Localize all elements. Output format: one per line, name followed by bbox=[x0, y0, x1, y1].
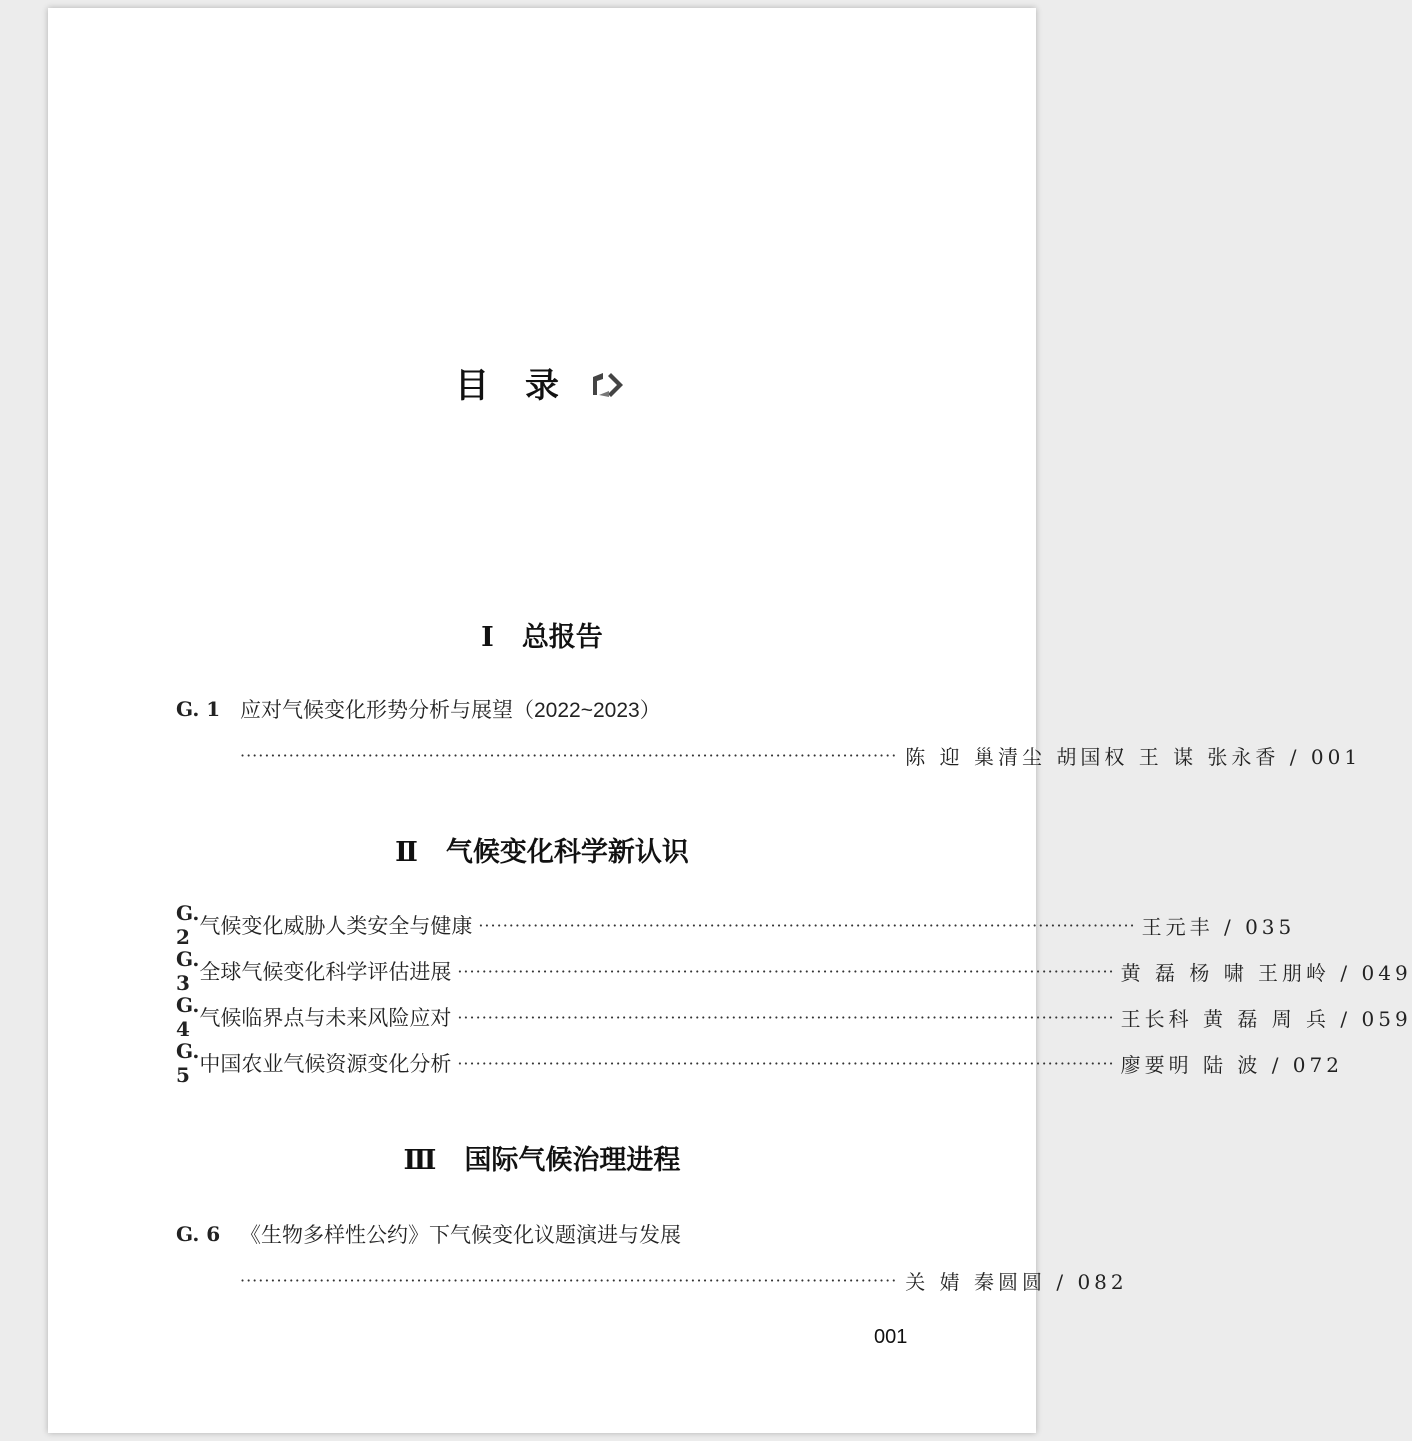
toc-title bbox=[48, 358, 1036, 410]
toc-entry-continuation[interactable] bbox=[240, 1265, 1128, 1295]
entry-authors: 王元丰 / 035 bbox=[1141, 914, 1296, 939]
entry-authors: 关 婧 秦圆圆 / 082 bbox=[905, 1269, 1128, 1294]
toc-entry[interactable] bbox=[176, 694, 908, 724]
entry-title: 气候临界点与未来风险应对 bbox=[199, 1007, 452, 1030]
publisher-logo-icon bbox=[589, 369, 629, 410]
entry-code: G. 6 bbox=[176, 1222, 221, 1246]
section-heading-3 bbox=[48, 1138, 1036, 1177]
entry-code: G. 1 bbox=[176, 697, 221, 721]
leader-dots: ············································································································ bbox=[457, 1007, 1115, 1027]
leader-dots: ············································································································ bbox=[457, 961, 1115, 981]
section-label: 国际气候治理进程 bbox=[464, 1145, 681, 1176]
entry-authors: 黄 磊 杨 啸 王朋岭 / 049 bbox=[1120, 960, 1412, 985]
toc-entry[interactable] bbox=[176, 1039, 1343, 1087]
entry-code: G. 2 bbox=[176, 901, 200, 949]
entry-authors: 廖要明 陆 波 / 072 bbox=[1120, 1052, 1343, 1077]
entry-code: G. 4 bbox=[176, 993, 200, 1041]
leader-dots: ············································································································ bbox=[240, 1270, 898, 1290]
leader-dots: ············································································································ bbox=[478, 915, 1136, 935]
entry-title: 《生物多样性公约》下气候变化议题演进与发展 bbox=[240, 1224, 681, 1247]
entry-authors: 陈 迎 巢清尘 胡国权 王 谋 张永香 / 001 bbox=[905, 744, 1362, 769]
entry-code: G. 5 bbox=[176, 1039, 200, 1087]
section-number: Ⅱ bbox=[395, 837, 418, 868]
section-heading-2 bbox=[48, 830, 1036, 869]
toc-entry[interactable] bbox=[176, 947, 1412, 995]
toc-entry[interactable] bbox=[176, 901, 1296, 949]
title-char-2: 录 bbox=[525, 366, 559, 406]
leader-dots: ············································································································ bbox=[240, 745, 898, 765]
entry-title: 应对气候变化形势分析与展望（2022~2023） bbox=[240, 699, 661, 722]
leader-dots: ············································································································ bbox=[457, 1053, 1115, 1073]
section-number: Ⅲ bbox=[403, 1145, 437, 1176]
title-char-1: 目 bbox=[455, 366, 489, 406]
toc-entry[interactable] bbox=[176, 1219, 908, 1249]
entry-title: 气候变化威胁人类安全与健康 bbox=[199, 915, 473, 938]
entry-title: 全球气候变化科学评估进展 bbox=[199, 961, 452, 984]
entry-authors: 王长科 黄 磊 周 兵 / 059 bbox=[1120, 1006, 1412, 1031]
section-number: Ⅰ bbox=[481, 622, 494, 653]
toc-entry-continuation[interactable] bbox=[240, 740, 1362, 770]
section-label: 总报告 bbox=[521, 622, 603, 653]
toc-entry[interactable] bbox=[176, 993, 1412, 1041]
section-label: 气候变化科学新认识 bbox=[445, 837, 689, 868]
document-page bbox=[48, 8, 1412, 1433]
page-number: 001 bbox=[874, 1326, 908, 1348]
entry-code: G. 3 bbox=[176, 947, 200, 995]
entry-title: 中国农业气候资源变化分析 bbox=[199, 1053, 452, 1076]
section-heading-1 bbox=[48, 615, 1036, 654]
